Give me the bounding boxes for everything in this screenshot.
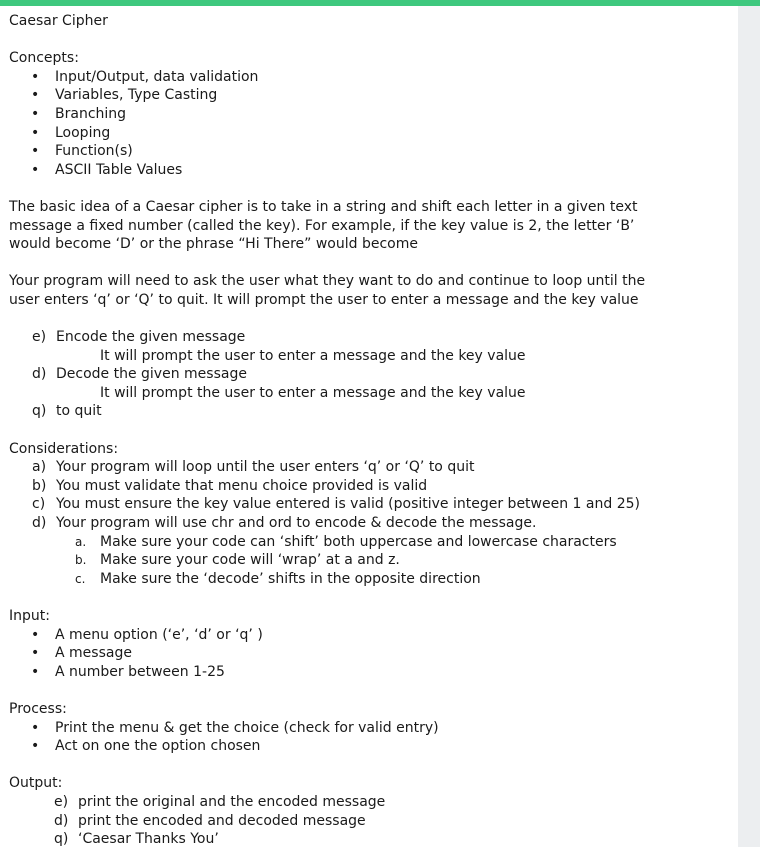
considerations-list [9, 458, 731, 588]
document-body [9, 12, 731, 849]
top-accent-bar [0, 0, 760, 6]
list-item: • Input/Output, data validation [9, 68, 731, 87]
list-item: • Variables, Type Casting [9, 86, 731, 105]
item-text: print the original and the encoded message [78, 793, 386, 810]
list-item [9, 495, 731, 514]
option-key: e) [32, 329, 47, 346]
intro-paragraph [9, 198, 731, 254]
paragraph-line: The basic idea of a Caesar cipher is to take in a string and shift each letter in a given text [9, 198, 638, 215]
list-item: • Print the menu & get the choice (check for valid entry) [9, 719, 731, 738]
list-item: • Function(s) [9, 142, 731, 161]
option-note: It will prompt the user to enter a message and the key value [100, 347, 526, 364]
list-item: • ASCII Table Values [9, 161, 731, 180]
item-key: a) [32, 459, 47, 476]
sub-list-item [9, 533, 731, 552]
item-text: Your program will loop until the user enters ‘q’ or ‘Q’ to quit [56, 459, 475, 476]
item-key: d) [32, 515, 47, 532]
input-heading: Input: [9, 608, 50, 624]
paragraph-line: user enters ‘q’ or ‘Q’ to quit. It will prompt the user to enter a message and the key value [9, 291, 639, 308]
item-key: e) [54, 793, 69, 810]
process-list [9, 719, 731, 756]
concepts-heading: Concepts: [9, 50, 79, 67]
document-title: Caesar Cipher [9, 13, 108, 29]
sub-list-item [9, 551, 731, 570]
item-text: You must ensure the key value entered is valid (positive integer between 1 and 25) [56, 496, 640, 513]
item-text: Make sure the ‘decode’ shifts in the opposite direction [100, 570, 481, 587]
item-key: q) [54, 831, 69, 848]
program-paragraph [9, 272, 731, 309]
paragraph-line: would become ‘D’ or the phrase “Hi There” would become [9, 236, 418, 253]
list-item [9, 458, 731, 477]
list-item [9, 477, 731, 496]
item-key: c. [75, 571, 86, 586]
output-heading: Output: [9, 775, 63, 792]
paragraph-line: Your program will need to ask the user what they want to do and continue to loop until the [9, 273, 646, 290]
item-text: Make sure your code can ‘shift’ both uppercase and lowercase characters [100, 533, 617, 550]
option-label: Decode the given message [56, 366, 247, 383]
item-text: You must validate that menu choice provided is valid [56, 477, 428, 494]
list-item [9, 514, 731, 533]
option-label: Encode the given message [56, 329, 246, 346]
item-text: print the encoded and decoded message [78, 812, 366, 829]
scrollbar-track[interactable] [738, 6, 760, 847]
list-item [31, 830, 731, 849]
menu-options [9, 328, 731, 421]
menu-option-decode [9, 365, 731, 384]
paragraph-line: message a fixed number (called the key). For example, if the key value is 2, the letter ‘B’ [9, 217, 635, 234]
option-key: d) [32, 366, 47, 383]
input-list [9, 626, 731, 682]
option-note: It will prompt the user to enter a message and the key value [100, 384, 526, 401]
item-key: c) [32, 496, 46, 513]
output-list [9, 793, 731, 849]
menu-option-encode [9, 328, 731, 347]
concepts-list [9, 68, 731, 180]
list-item: • A menu option (‘e’, ‘d’ or ‘q’ ) [9, 626, 731, 645]
list-item: • Act on one the option chosen [9, 737, 731, 756]
list-item [31, 793, 731, 812]
list-item: • A message [9, 644, 731, 663]
item-text: ‘Caesar Thanks You’ [78, 831, 219, 848]
item-key: b) [32, 477, 47, 494]
list-item: • Branching [9, 105, 731, 124]
item-text: Your program will use chr and ord to encode & decode the message. [56, 515, 537, 532]
item-key: a. [75, 534, 87, 549]
list-item [31, 812, 731, 831]
considerations-heading: Considerations: [9, 440, 119, 457]
sub-list-item [9, 570, 731, 589]
item-key: d) [54, 812, 69, 829]
list-item: • Looping [9, 124, 731, 143]
item-text: Make sure your code will ‘wrap’ at a and z. [100, 552, 400, 569]
list-item: • A number between 1-25 [9, 663, 731, 682]
process-heading: Process: [9, 700, 67, 717]
option-key: q) [32, 403, 47, 420]
item-key: b. [75, 553, 87, 568]
menu-option-quit [9, 402, 731, 421]
option-label: to quit [56, 403, 102, 420]
